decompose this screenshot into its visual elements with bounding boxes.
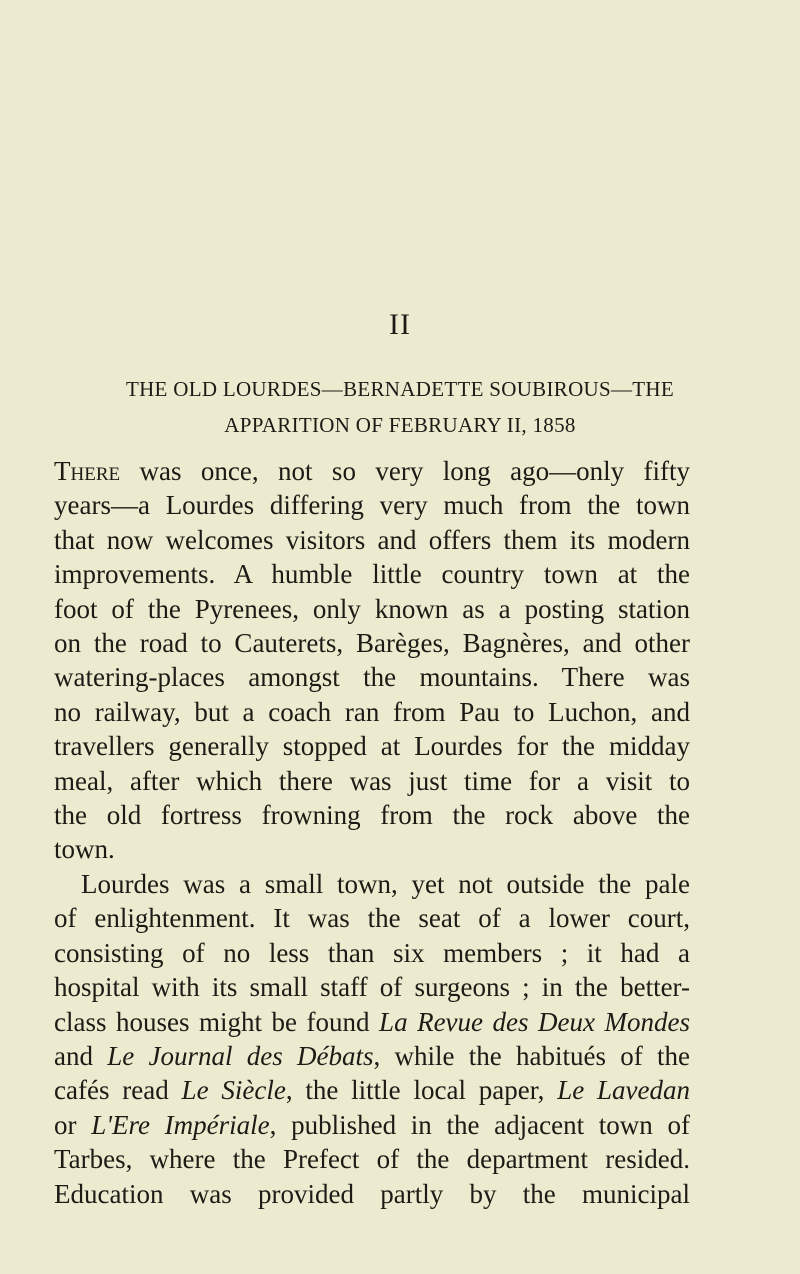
text-line: years—a Lourdes differing very much from the town: [54, 490, 690, 521]
text-run: and: [54, 1040, 93, 1071]
text-line: the old fortress frowning from the rock above the: [54, 800, 690, 831]
periodical-title: Le Journal des Débats: [107, 1040, 374, 1071]
text-line: [54, 1108, 690, 1142]
text-line: no railway, but a coach ran from Pau to Luchon, and: [54, 696, 690, 727]
periodical-title: Le Siècle: [181, 1075, 286, 1106]
text-run: , the little local paper,: [285, 1075, 545, 1106]
text-line: on the road to Cauterets, Barèges, Bagnères, and other: [54, 628, 690, 659]
lead-word: There: [54, 456, 121, 486]
chapter-title-line-2: APPARITION OF FEBRUARY II, 1858: [224, 413, 576, 437]
periodical-title: L'Ere Impériale: [91, 1109, 270, 1140]
text-line: [54, 1073, 690, 1107]
text-line: town.: [54, 834, 115, 865]
body-text: [54, 454, 690, 1211]
text-line: [54, 1005, 690, 1039]
text-line: of enlightenment. It was the seat of a lower court,: [54, 903, 690, 934]
text-line: travellers generally stopped at Lourdes for the midday: [54, 731, 690, 762]
text-line: Education was provided partly by the municipal: [54, 1178, 690, 1209]
text-line: [54, 1039, 690, 1073]
text-line: meal, after which there was just time for a visit to: [54, 765, 690, 796]
text-line: watering-places amongst the mountains. There was: [54, 662, 690, 693]
text-run: , while the habitués of the: [373, 1040, 690, 1071]
text-line: hospital with its small staff of surgeons ; in the better-: [54, 972, 690, 1003]
periodical-title: Le Lavedan: [557, 1075, 690, 1106]
text-line: [54, 454, 690, 488]
text-line: Lourdes was a small town, yet not outside the pale: [81, 868, 690, 899]
chapter-number: II: [389, 308, 411, 341]
text-run: class houses might be found: [54, 1006, 370, 1037]
text-line: improvements. A humble little country town at the: [54, 559, 690, 590]
text-run: or: [54, 1109, 77, 1140]
text-line: Tarbes, where the Prefect of the department resided.: [54, 1144, 690, 1175]
chapter-title-line-1: THE OLD LOURDES—BERNADETTE SOUBIROUS—THE: [125, 377, 675, 401]
text-run: cafés read: [54, 1075, 169, 1106]
text-line: consisting of no less than six members ; it had a: [54, 937, 690, 968]
text-line: foot of the Pyrenees, only known as a posting station: [54, 593, 690, 624]
text-run: , published in the adjacent town of: [269, 1109, 690, 1140]
periodical-title: La Revue des Deux Mondes: [379, 1006, 691, 1037]
text-line: that now welcomes visitors and offers them its modern: [54, 524, 690, 555]
chapter-title: [80, 371, 720, 443]
text-run: was once, not so very long ago—only fifty: [139, 456, 690, 486]
